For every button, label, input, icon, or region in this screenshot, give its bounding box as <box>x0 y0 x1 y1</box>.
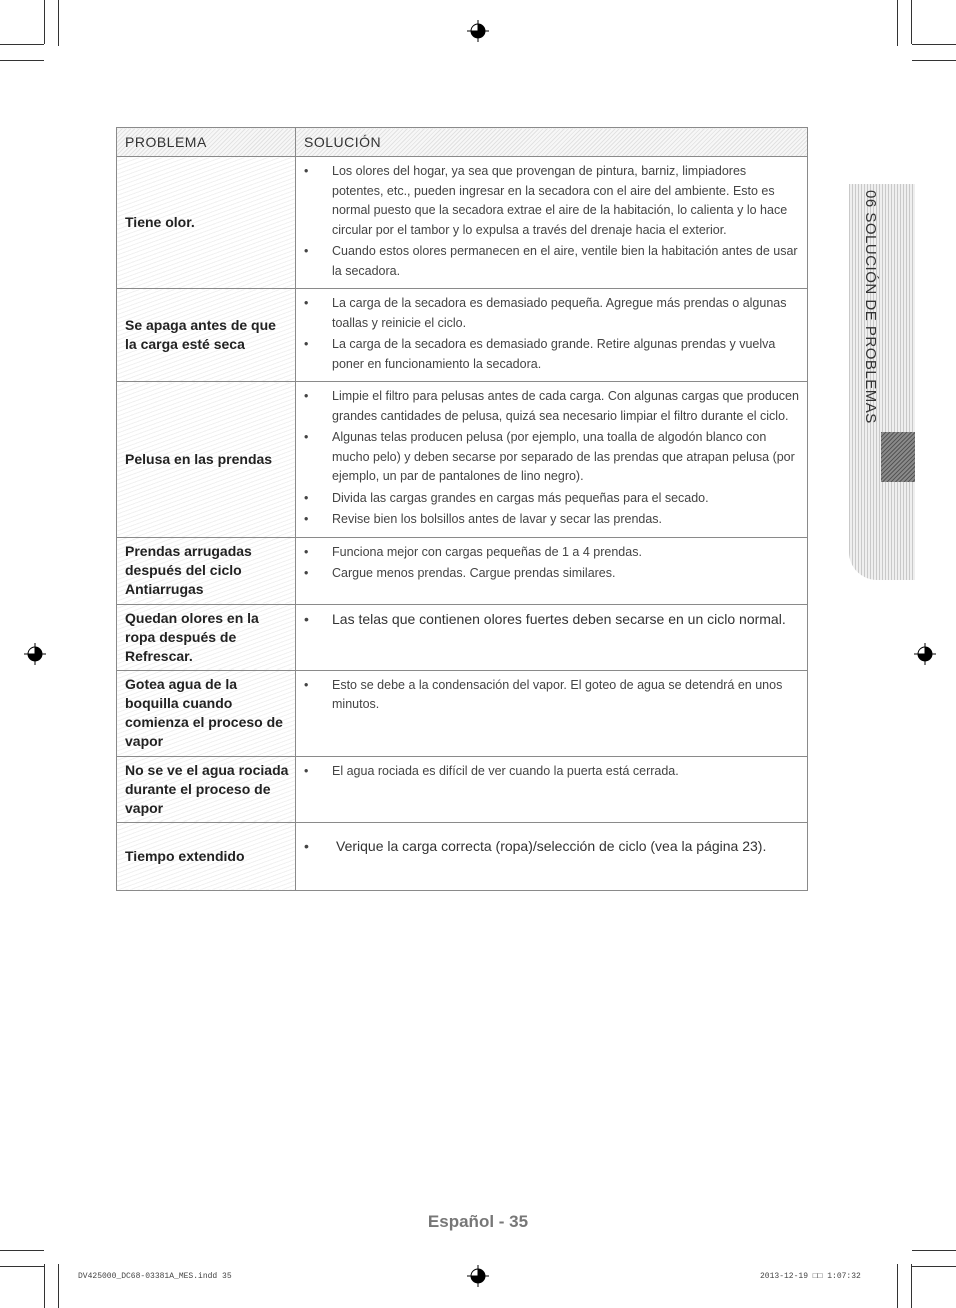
solution-cell <box>296 537 808 604</box>
solution-list <box>296 387 799 530</box>
chapter-tab-label: 06 SOLUCIÓN DE PROBLEMAS <box>862 190 879 424</box>
table-header-row <box>117 128 808 157</box>
crop-mark <box>897 0 898 46</box>
solution-item: • Verique la carga correcta (ropa)/selección de ciclo (vea la página 23). <box>296 837 799 857</box>
solution-item: • Los olores del hogar, ya sea que provengan de pintura, barniz, limpiadores potentes, etc., pueden ingresar en la secadora con el aire del ambiente. Esto es normal puesto que la secadora extrae el aire de la habitación, lo calienta y lo hace circular por el tambor y lo expulsa a través del drenaje hacia el exterior. <box>296 162 799 240</box>
problem-cell <box>117 822 296 890</box>
solution-item: • Esto se debe a la condensación del vapor. El goteo de agua se detendrá en unos minutos. <box>296 676 799 715</box>
solution-cell <box>296 604 808 670</box>
problem-text: Quedan olores en la ropa después de Refrescar. <box>125 609 259 664</box>
table-row <box>117 756 808 822</box>
solution-item: • La carga de la secadora es demasiado grande. Retire algunas prendas y vuelva poner en funcionamiento la secadora. <box>296 335 799 374</box>
crop-mark <box>0 1266 44 1267</box>
solution-cell <box>296 382 808 538</box>
table-row <box>117 822 808 890</box>
solution-item: • La carga de la secadora es demasiado pequeña. Agregue más prendas o algunas toallas y reinicie el ciclo. <box>296 294 799 333</box>
problem-cell <box>117 382 296 538</box>
solution-list <box>296 162 799 281</box>
solution-item: • El agua rociada es difícil de ver cuando la puerta está cerrada. <box>296 762 799 782</box>
solution-item: • Limpie el filtro para pelusas antes de cada carga. Con algunas cargas que producen grandes cantidades de pelusa, quizá sea necesario limpiar el filtro durante el ciclo. <box>296 387 799 426</box>
crop-mark <box>44 1264 45 1308</box>
solution-cell <box>296 289 808 382</box>
page-number: Español - 35 <box>427 1212 529 1231</box>
crop-mark <box>912 44 956 45</box>
problem-text: Prendas arrugadas después del ciclo Antiarrugas <box>125 543 252 597</box>
registration-mark-icon <box>467 20 489 42</box>
crop-mark <box>911 0 912 44</box>
problem-text: Se apaga antes de que la carga esté seca <box>125 317 276 352</box>
header-problem: PROBLEMA <box>117 128 296 157</box>
crop-mark <box>44 0 45 44</box>
solution-list <box>296 610 799 630</box>
problem-text: Pelusa en las prendas <box>125 450 273 467</box>
problem-text: Gotea agua de la boquilla cuando comienza el proceso de vapor <box>125 676 283 749</box>
imprint-timestamp: 2013-12-19 □□ 1:07:32 <box>760 1272 861 1281</box>
crop-mark <box>912 1250 956 1251</box>
crop-mark <box>911 1264 912 1308</box>
solution-item: • Cargue menos prendas. Cargue prendas similares. <box>296 564 799 584</box>
registration-mark-icon <box>467 1265 489 1287</box>
crop-mark <box>0 1250 44 1251</box>
table-row <box>117 537 808 604</box>
table-row <box>117 382 808 538</box>
chapter-tab <box>849 184 915 580</box>
crop-mark <box>897 1264 898 1308</box>
solution-item: • Cuando estos olores permanecen en el aire, ventile bien la habitación antes de usar la secadora. <box>296 242 799 281</box>
crop-mark <box>58 0 59 46</box>
solution-list <box>296 837 799 857</box>
table-row <box>117 157 808 289</box>
troubleshooting-table <box>116 127 808 891</box>
solution-item: • Divida las cargas grandes en cargas más pequeñas para el secado. <box>296 489 799 509</box>
crop-mark <box>912 1266 956 1267</box>
solution-cell <box>296 756 808 822</box>
solution-list <box>296 676 799 715</box>
problem-cell <box>117 537 296 604</box>
problem-text: No se ve el agua rociada durante el proceso de vapor <box>125 761 289 816</box>
registration-mark-icon <box>914 643 936 665</box>
table-row <box>117 289 808 382</box>
crop-mark <box>0 44 44 45</box>
table-row <box>117 670 808 756</box>
solution-list <box>296 762 799 782</box>
solution-cell <box>296 157 808 289</box>
crop-mark <box>0 60 44 61</box>
problem-cell <box>117 289 296 382</box>
solution-list <box>296 543 799 584</box>
problem-cell <box>117 157 296 289</box>
imprint-filename: DV425000_DC68-03381A_MES.indd 35 <box>78 1272 232 1281</box>
problem-cell <box>117 756 296 822</box>
solution-item: • Funciona mejor con cargas pequeñas de 1 a 4 prendas. <box>296 543 799 563</box>
problem-text: Tiempo extendido <box>125 847 245 864</box>
crop-mark <box>58 1264 59 1308</box>
solution-item: • Algunas telas producen pelusa (por ejemplo, una toalla de algodón blanco con mucho pelo) y deben secarse por separado de las prendas que atrapan pelusa (por ejemplo, un par de pantalones de lino negro). <box>296 428 799 487</box>
problem-cell <box>117 670 296 756</box>
solution-list <box>296 294 799 374</box>
solution-item: • Las telas que contienen olores fuertes deben secarse en un ciclo normal. <box>296 610 799 630</box>
crop-mark <box>912 60 956 61</box>
problem-text: Tiene olor. <box>125 214 195 230</box>
chapter-tab-marker <box>881 432 915 482</box>
solution-cell <box>296 670 808 756</box>
solution-cell <box>296 822 808 890</box>
header-solution: SOLUCIÓN <box>296 128 808 157</box>
registration-mark-icon <box>24 643 46 665</box>
solution-item: • Revise bien los bolsillos antes de lavar y secar las prendas. <box>296 510 799 530</box>
table-row <box>117 604 808 670</box>
problem-cell <box>117 604 296 670</box>
